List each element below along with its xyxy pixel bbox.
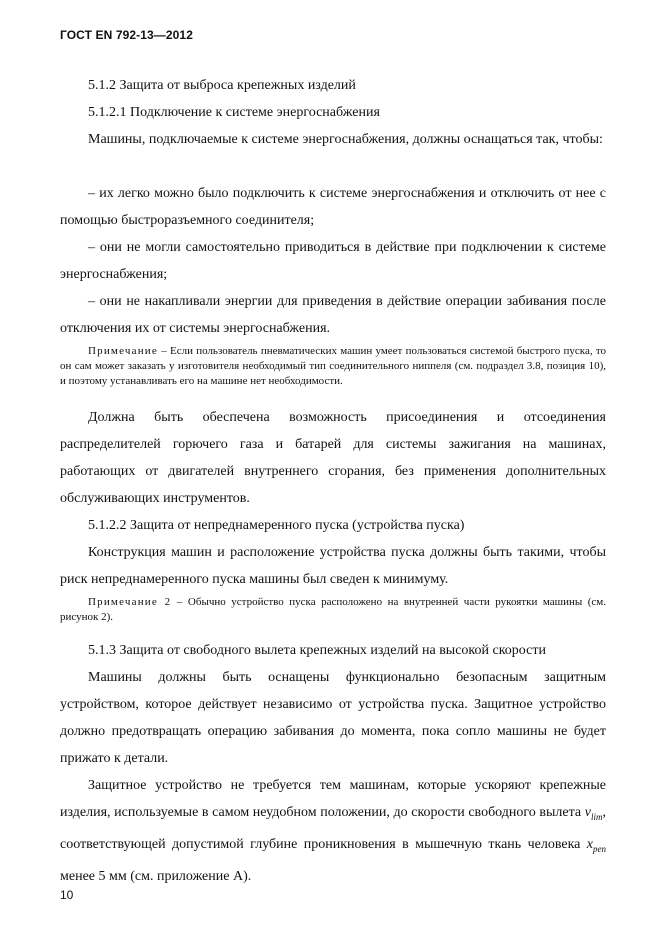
paragraph-start-device: Конструкция машин и расположение устройства пуска должны быть такими, чтобы риск непреднамеренного пуска машины был сведен к минимуму. — [60, 545, 606, 587]
p5-text-a: Защитное устройство не требуется тем машинам, которые ускоряют крепежные изделия, используемые в самом неудобном положении, до скорости свободного вылета — [60, 778, 606, 820]
bullet-item-3: – они не накапливали энергии для приведения в действие операции забивания после отключения их от системы энергоснабжения. — [60, 294, 606, 336]
v-lim-subscript: lim — [590, 811, 603, 822]
bullet-item-1: – их легко можно было подключить к системе энергоснабжения и отключить от нее с помощью быстроразъемного соединителя; — [60, 186, 606, 228]
x-pen-subscript: pen — [593, 843, 606, 854]
paragraph-safety-device: Машины должны быть оснащены функционально безопасным защитным устройством, которое действует независимо от устройства пуска. Защитное устройство должно предотвращать операцию забивания до момента, пока сопло машины не будет прижато к детали. — [60, 670, 606, 766]
section-title-5-1-3: 5.1.3 Защита от свободного вылета крепежных изделий на высокой скорости — [88, 643, 546, 658]
paragraph-gas-distributors: Должна быть обеспечена возможность присоединения и отсоединения распределителей горючего газа и батарей для системы зажигания на машинах, работающих от двигателей внутреннего сгорания, без применения дополнительных обслуживающих инструментов. — [60, 410, 606, 506]
page-number: 10 — [60, 888, 74, 902]
note-2-label: Примечание 2 — [88, 596, 172, 608]
bullet-item-2: – они не могли самостоятельно приводиться в действие при подключении к системе энергоснабжения; — [60, 240, 606, 282]
paragraph-intro: Машины, подключаемые к системе энергоснабжения, должны оснащаться так, чтобы: — [88, 132, 603, 147]
p5-text-b: , соответствующей допустимой глубине проникновения в мышечную ткань человека — [60, 805, 606, 852]
note-2 — [60, 595, 606, 625]
paragraph-exit-velocity — [60, 772, 606, 890]
x-pen-symbol: x — [586, 836, 593, 852]
p5-text-c: менее 5 мм (см. приложение А). — [60, 868, 252, 884]
section-title-5-1-2: 5.1.2 Защита от выброса крепежных изделий — [88, 78, 356, 93]
note-2-text: – Обычно устройство пуска расположено на внутренней части рукоятки машины (см. рисунок 2). — [60, 596, 606, 623]
section-title-5-1-2-1: 5.1.2.1 Подключение к системе энергоснабжения — [88, 105, 380, 120]
note-1-label: Примечание — [88, 345, 158, 357]
v-lim-symbol: v — [584, 805, 591, 820]
note-1-text: – Если пользователь пневматических машин умеет пользоваться системой быстрого пуска, то он сам может заказать у изготовителя необходимый тип соединительного ниппеля (см. подраздел 3.8, позиция 10), и поэтому устанавливать его на машине нет необходимости. — [60, 345, 606, 387]
document-code-header: ГОСТ EN 792-13—2012 — [60, 28, 193, 42]
note-1 — [60, 344, 606, 389]
section-title-5-1-2-2: 5.1.2.2 Защита от непреднамеренного пуска (устройства пуска) — [88, 518, 465, 533]
